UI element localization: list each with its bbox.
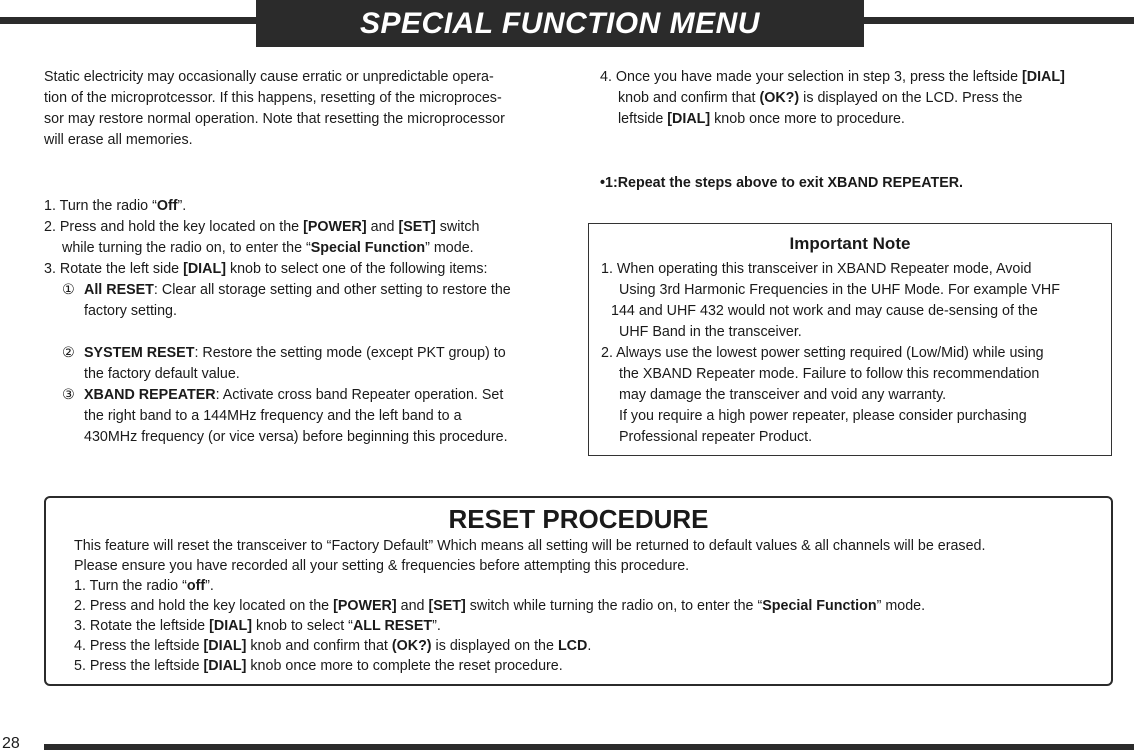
note-line: may damage the transceiver and void any warranty. <box>619 387 947 403</box>
footnote: •1:Repeat the steps above to exit XBAND REPEATER. <box>600 175 964 191</box>
reset-procedure-body <box>74 536 1109 676</box>
note-line: Using 3rd Harmonic Frequencies in the UHF Mode. For example VHF <box>619 282 1060 298</box>
page-title: SPECIAL FUNCTION MENU <box>360 6 760 40</box>
important-note-title: Important Note <box>789 234 911 253</box>
intro-line: sor may restore normal operation. Note that resetting the microprocessor <box>44 111 505 127</box>
note-line: 2. Always use the lowest power setting required (Low/Mid) while using <box>601 345 1044 361</box>
option-xband-repeater-cont: the right band to a 144MHz frequency and the left band to a <box>84 408 462 424</box>
header-rule-left <box>0 17 256 24</box>
step-1: 1. Turn the radio “Off”. <box>44 198 187 214</box>
step-4-line: 4. Once you have made your selection in step 3, press the leftside [DIAL] <box>600 69 1065 85</box>
intro-line: Static electricity may occasionally cause erratic or unpredictable opera- <box>44 69 494 85</box>
important-note-box <box>588 223 1112 456</box>
note-line: the XBAND Repeater mode. Failure to follow this recommendation <box>619 366 1040 382</box>
step-2: 2. Press and hold the key located on the [POWER] and [SET] switch <box>44 219 480 235</box>
header-rule-right <box>864 17 1134 24</box>
reset-step-1: 1. Turn the radio “off”. <box>74 578 214 594</box>
footer-rule <box>44 744 1134 750</box>
reset-step-5: 5. Press the leftside [DIAL] knob once more to complete the reset procedure. <box>74 658 563 674</box>
intro-paragraph <box>44 67 564 151</box>
step-4-line: leftside [DIAL] knob once more to procedure. <box>618 111 905 127</box>
option-xband-repeater-cont: 430MHz frequency (or vice versa) before beginning this procedure. <box>84 429 508 445</box>
steps-list <box>44 196 569 448</box>
note-line: UHF Band in the transceiver. <box>619 324 802 340</box>
intro-line: tion of the microprotcessor. If this happens, resetting of the microproces- <box>44 90 502 106</box>
note-line: 144 and UHF 432 would not work and may cause de-sensing of the <box>611 303 1038 319</box>
page-number: 28 <box>2 735 20 752</box>
note-line: 1. When operating this transceiver in XBAND Repeater mode, Avoid <box>601 261 1032 277</box>
step-4-line: knob and confirm that (OK?) is displayed on the LCD. Press the <box>618 90 1023 106</box>
step-2-cont: while turning the radio on, to enter the “Special Function” mode. <box>62 240 474 256</box>
intro-line: will erase all memories. <box>44 132 193 148</box>
option-all-reset: ① All RESET: Clear all storage setting and other setting to restore the <box>62 282 511 298</box>
reset-step-2: 2. Press and hold the key located on the [POWER] and [SET] switch while turning the radio on, to enter the “Special Function” mode. <box>74 598 926 614</box>
option-all-reset-cont: factory setting. <box>84 303 177 319</box>
note-line: Professional repeater Product. <box>619 429 813 445</box>
reset-step-3: 3. Rotate the leftside [DIAL] knob to select “ALL RESET”. <box>74 618 441 634</box>
step-3: 3. Rotate the left side [DIAL] knob to select one of the following items: <box>44 261 488 277</box>
reset-step-4: 4. Press the leftside [DIAL] knob and confirm that (OK?) is displayed on the LCD. <box>74 638 592 654</box>
reset-procedure-box <box>44 496 1113 686</box>
option-xband-repeater: ③ XBAND REPEATER: Activate cross band Repeater operation. Set <box>62 387 504 403</box>
option-system-reset: ② SYSTEM RESET: Restore the setting mode (except PKT group) to <box>62 345 506 361</box>
page-title-bar <box>256 0 864 47</box>
important-note-body <box>601 259 1111 448</box>
step-4 <box>600 67 1110 130</box>
reset-intro: This feature will reset the transceiver to “Factory Default” Which means all setting will be returned to default values & all channels will be erased. <box>74 538 986 554</box>
option-system-reset-cont: the factory default value. <box>84 366 240 382</box>
reset-procedure-title: RESET PROCEDURE <box>448 504 709 534</box>
reset-intro: Please ensure you have recorded all your setting & frequencies before attempting this procedure. <box>74 558 690 574</box>
note-line: If you require a high power repeater, please consider purchasing <box>619 408 1027 424</box>
